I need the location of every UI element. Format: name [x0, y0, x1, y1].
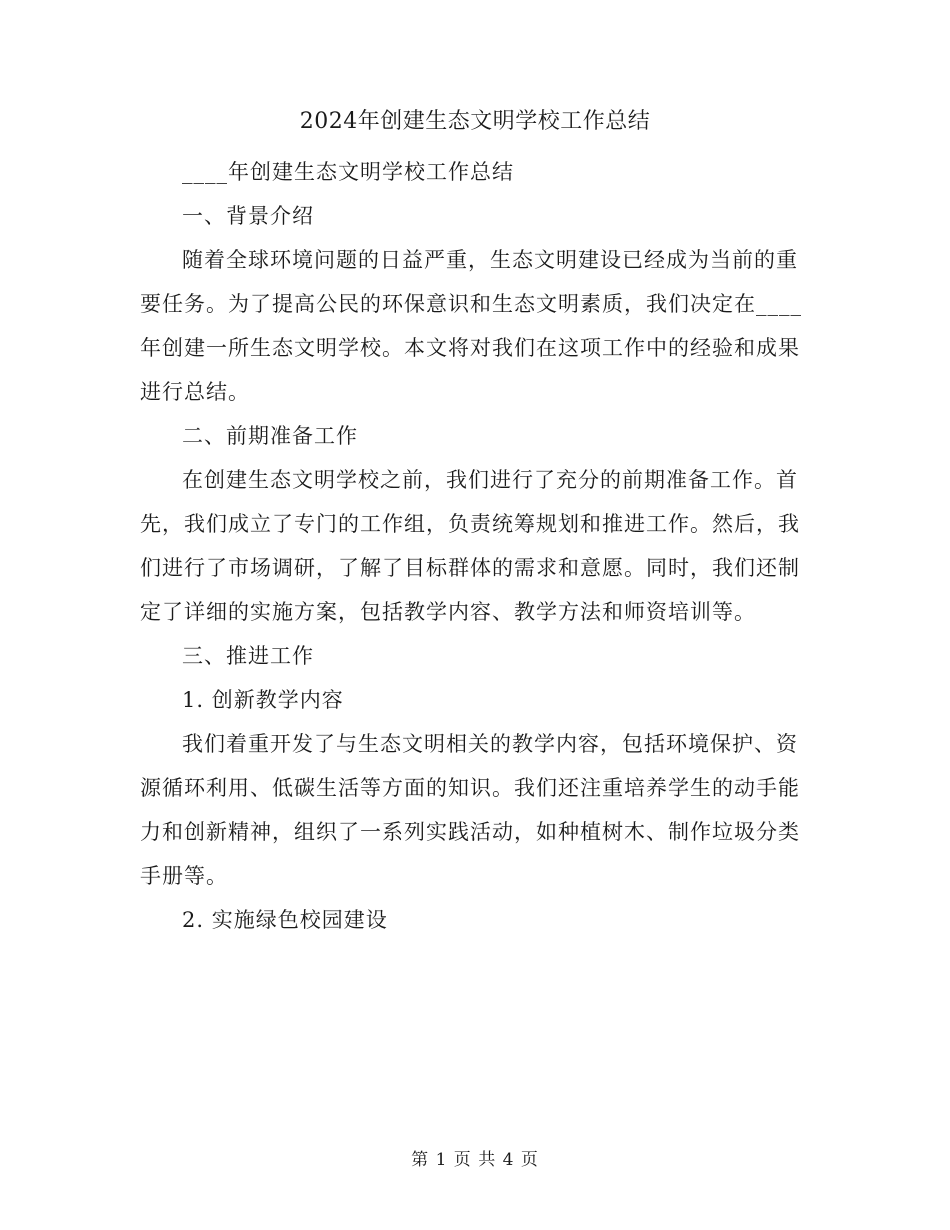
- document-title: 2024年创建生态文明学校工作总结: [299, 109, 651, 134]
- subheading-green-campus: 2. 实施绿色校园建设: [182, 908, 388, 932]
- subtitle-paragraph: ____年创建生态文明学校工作总结: [182, 160, 514, 184]
- preparation-paragraph: 在创建生态文明学校之前，我们进行了充分的前期准备工作。首先，我们成立了专门的工作组，负责统筹规划和推进工作。然后，我们进行了市场调研，了解了目标群体的需求和意愿。同时，我们还制定了详细的实施方案，包括教学内容、教学方法和师资培训等。: [140, 468, 800, 624]
- document-body: [140, 150, 810, 942]
- teaching-content-paragraph: 我们着重开发了与生态文明相关的教学内容，包括环境保护、资源循环利用、低碳生活等方面的知识。我们还注重培养学生的动手能力和创新精神，组织了一系列实践活动，如种植树木、制作垃圾分类手册等。: [140, 732, 800, 888]
- page-footer: 第 1 页 共 4 页: [411, 1150, 539, 1170]
- background-paragraph: 随着全球环境问题的日益严重，生态文明建设已经成为当前的重要任务。为了提高公民的环保意识和生态文明素质，我们决定在____年创建一所生态文明学校。本文将对我们在这项工作中的经验和成果进行总结。: [140, 248, 802, 404]
- section-heading-progress: 三、推进工作: [182, 644, 314, 668]
- section-heading-preparation: 二、前期准备工作: [182, 424, 358, 448]
- subheading-teaching-content: 1. 创新教学内容: [182, 688, 344, 712]
- section-heading-background: 一、背景介绍: [182, 204, 314, 228]
